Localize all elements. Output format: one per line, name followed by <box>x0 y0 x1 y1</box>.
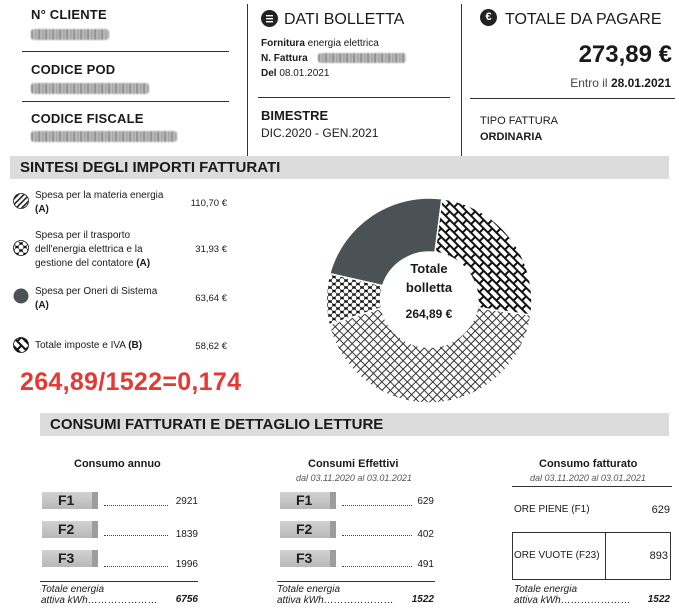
consumo-value: 402 <box>417 529 434 540</box>
fatturato-row-value: 629 <box>651 504 670 516</box>
band-f1-block <box>42 492 98 509</box>
legend-label: Spesa per Oneri di Sistema <box>35 286 158 297</box>
legend-tag: (A) <box>35 204 49 215</box>
total-label-line2: attiva kWh <box>277 595 324 606</box>
band-f3-block <box>42 550 98 567</box>
fatturato-period: dal 03.11.2020 al 03.01.2021 <box>530 473 646 483</box>
pod-redacted <box>31 83 149 94</box>
band-f1-block <box>280 492 336 509</box>
legend-item-trasporto <box>35 229 167 271</box>
total-label-line2: attiva kWh <box>41 595 88 606</box>
calculation-annotation: 264,89/1522=0,174 <box>20 368 242 396</box>
dati-title: DATI BOLLETTA <box>284 11 405 28</box>
band-f2-block <box>42 521 98 538</box>
legend-value: 31,93 € <box>195 244 227 255</box>
legend-tag: (B) <box>128 340 143 351</box>
total-value: 1522 <box>647 594 670 605</box>
divider <box>247 4 248 156</box>
pod-label: CODICE POD <box>31 62 116 77</box>
totale-title: TOTALE DA PAGARE <box>505 11 662 28</box>
divider <box>605 532 606 580</box>
fattura-redacted <box>318 53 406 63</box>
brick-pattern-icon <box>13 337 29 353</box>
fatturato-row-label: ORE VUOTE (F23) <box>514 550 600 561</box>
entro-line <box>570 76 671 90</box>
leader-dots <box>104 566 168 567</box>
divider <box>277 581 435 582</box>
fattura-label: N. Fattura <box>261 53 308 64</box>
divider <box>470 98 675 99</box>
del-value: 08.01.2021 <box>279 68 330 79</box>
fatturato-title: Consumo fatturato <box>539 458 638 470</box>
cliente-label: N° CLIENTE <box>31 7 107 22</box>
total-label: Totale energia attiva kWh………………… <box>277 584 394 606</box>
divider <box>512 486 672 487</box>
total-value: 1522 <box>411 594 434 605</box>
cliente-redacted <box>31 29 109 40</box>
donut-center-value: 264,89 € <box>405 307 453 321</box>
legend-item-materia <box>35 189 165 217</box>
band-label: F2 <box>58 521 75 537</box>
divider <box>22 101 229 102</box>
total-label-line1: Totale energia <box>514 584 578 595</box>
band-label: F3 <box>58 550 75 566</box>
total-label-line1: Totale energia <box>277 584 341 595</box>
divider <box>461 4 462 156</box>
divider <box>40 581 198 582</box>
legend-label: Totale imposte e IVA <box>35 340 126 351</box>
legend-tag: (A) <box>136 258 151 269</box>
band-f3-block <box>280 550 336 567</box>
total-value: 6756 <box>175 594 198 605</box>
fiscale-label: CODICE FISCALE <box>31 111 144 126</box>
leader-dots <box>104 505 168 506</box>
fornitura-value: energia elettrica <box>307 38 379 49</box>
legend-value: 63,64 € <box>195 293 227 304</box>
hexagon-pattern-icon <box>13 240 29 256</box>
legend-label: Spesa per il trasporto dell'energia elettrica e la gestione del contatore <box>35 230 143 269</box>
bimestre-value: DIC.2020 - GEN.2021 <box>261 126 379 140</box>
legend-value: 58,62 € <box>195 341 227 352</box>
fornitura-line <box>261 38 379 49</box>
diagonal-hatch-icon <box>13 193 29 209</box>
euro-icon: € <box>480 9 497 26</box>
entro-value: 28.01.2021 <box>610 76 671 90</box>
annuo-title: Consumo annuo <box>74 458 161 470</box>
leader-dots <box>342 505 412 506</box>
del-label: Del <box>261 68 277 79</box>
band-label: F1 <box>296 492 313 508</box>
donut-segment-imposte <box>435 199 532 315</box>
sintesi-title: SINTESI DEGLI IMPORTI FATTURATI <box>20 159 281 176</box>
fatturato-row-value: 893 <box>649 550 668 562</box>
fiscale-redacted <box>31 131 177 142</box>
fornitura-label: Fornitura <box>261 38 305 49</box>
consumo-value: 1996 <box>175 559 198 570</box>
legend-item-imposte <box>35 339 170 353</box>
consumo-value: 491 <box>417 559 434 570</box>
consumo-value: 629 <box>417 496 434 507</box>
band-f2-block <box>280 521 336 538</box>
solid-circle-icon <box>13 288 29 304</box>
fatturato-row-label: ORE PIENE (F1) <box>514 504 590 515</box>
divider <box>258 97 450 98</box>
donut-center-title: Totale bolletta <box>405 261 453 295</box>
total-label: Totale energia attiva kWh………………… <box>41 584 158 606</box>
bimestre-label: BIMESTRE <box>261 108 329 123</box>
leader-dots <box>342 535 412 536</box>
donut-segment-materia <box>329 308 531 403</box>
del-line <box>261 68 329 79</box>
legend-label: Spesa per la materia energia <box>35 190 164 201</box>
band-label: F2 <box>296 521 313 537</box>
fattura-line <box>261 53 308 64</box>
legend-value: 110,70 € <box>190 198 227 209</box>
effettivi-period: dal 03.11.2020 al 03.01.2021 <box>296 473 412 483</box>
entro-label: Entro il <box>570 76 608 90</box>
tipo-value: ORDINARIA <box>480 131 543 143</box>
donut-chart <box>314 186 544 416</box>
total-label: Totale energia attiva kWh………………… <box>514 584 631 606</box>
consumo-value: 2921 <box>175 496 198 507</box>
list-icon <box>261 10 278 27</box>
total-label-line2: attiva kWh <box>514 595 561 606</box>
effettivi-title: Consumi Effettivi <box>308 458 399 470</box>
legend-tag: (A) <box>35 300 49 311</box>
divider <box>22 51 229 52</box>
band-label: F1 <box>58 492 75 508</box>
legend-item-oneri <box>35 285 170 313</box>
consumi-title: CONSUMI FATTURATI E DETTAGLIO LETTURE <box>50 416 384 433</box>
tipo-label: TIPO FATTURA <box>480 115 559 127</box>
band-label: F3 <box>296 550 313 566</box>
consumo-value: 1839 <box>175 529 198 540</box>
total-label-line1: Totale energia <box>41 584 105 595</box>
leader-dots <box>104 535 168 536</box>
leader-dots <box>342 566 412 567</box>
totale-value: 273,89 € <box>578 41 672 68</box>
